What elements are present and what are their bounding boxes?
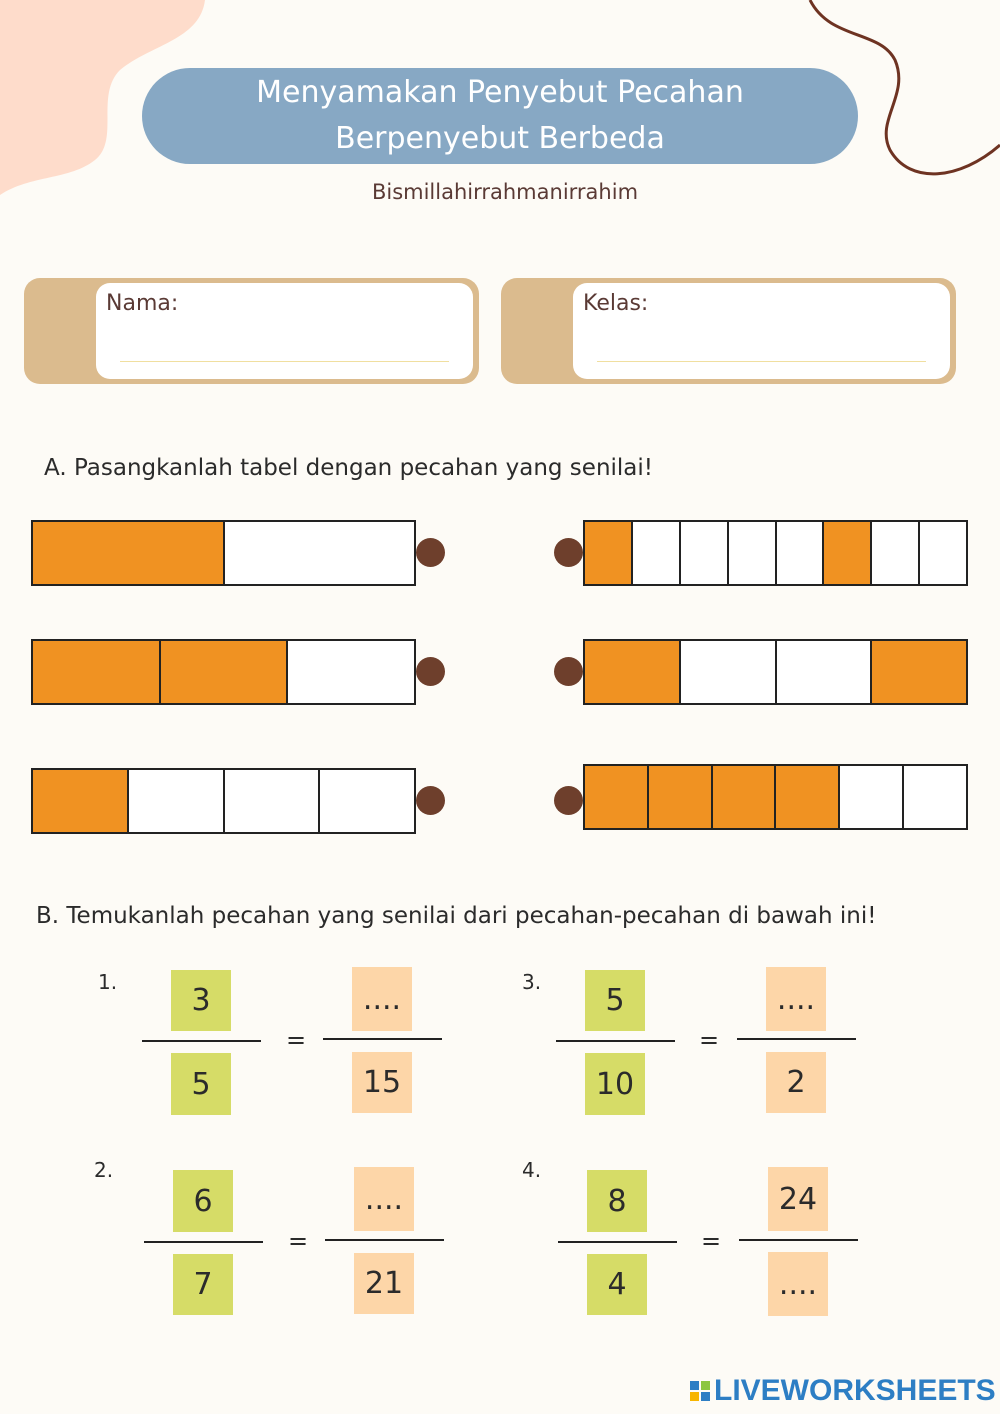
q2-answer-line (325, 1239, 444, 1241)
q2-numerator: 6 (173, 1170, 233, 1232)
class-line (597, 361, 926, 362)
left-connector-dot-2[interactable] (416, 657, 445, 686)
right-bar-1-cell-6-filled (824, 522, 872, 584)
question-2-number: 2. (94, 1158, 114, 1182)
q1-answer-numerator[interactable]: .... (352, 967, 412, 1031)
name-field[interactable] (96, 283, 473, 379)
left-bar-2-cell-3-empty (288, 641, 414, 703)
right-bar-1-cell-2-empty (633, 522, 681, 584)
right-connector-dot-3[interactable] (554, 786, 583, 815)
q4-denominator: 4 (587, 1254, 647, 1315)
q3-numerator: 5 (585, 970, 645, 1031)
q4-equals: = (701, 1227, 722, 1255)
right-bar-3-cell-5-empty (840, 766, 904, 828)
subtitle: Bismillahirrahmanirrahim (371, 180, 639, 204)
left-bar-1-cell-1-filled (33, 522, 225, 584)
right-bar-2-cell-3-empty (777, 641, 873, 703)
left-bar-3-cell-3-empty (225, 770, 321, 832)
right-bar-2-cell-2-empty (681, 641, 777, 703)
q1-denominator: 5 (171, 1053, 231, 1115)
question-4-number: 4. (522, 1158, 542, 1182)
name-line (120, 361, 449, 362)
right-bar-2-cell-4-filled (872, 641, 966, 703)
q1-answer-line (323, 1038, 442, 1040)
right-bar-1-cell-8-empty (920, 522, 966, 584)
q2-equals: = (288, 1227, 309, 1255)
q3-answer-numerator[interactable]: .... (766, 967, 826, 1031)
q3-fraction-line (556, 1040, 675, 1042)
q4-fraction-line (558, 1241, 677, 1243)
right-bar-3-cell-1-filled (585, 766, 649, 828)
q4-numerator: 8 (587, 1170, 647, 1232)
right-bar-3-cell-3-filled (713, 766, 777, 828)
left-bar-3-cell-4-empty (320, 770, 414, 832)
title-line-2: Berpenyebut Berbeda (335, 121, 665, 156)
left-bar-2 (31, 639, 416, 705)
right-bar-3-cell-2-filled (649, 766, 713, 828)
q3-answer-line (737, 1038, 856, 1040)
section-b-instruction: B. Temukanlah pecahan yang senilai dari pecahan-pecahan di bawah ini! (36, 903, 877, 929)
q2-answer-numerator[interactable]: .... (354, 1167, 414, 1231)
left-bar-1-cell-2-empty (225, 522, 415, 584)
q1-fraction-line (142, 1040, 261, 1042)
q3-equals: = (699, 1026, 720, 1054)
class-label: Kelas: (583, 291, 649, 316)
class-field[interactable] (573, 283, 950, 379)
name-card (24, 278, 479, 384)
right-bar-3 (583, 764, 968, 830)
left-connector-dot-1[interactable] (416, 538, 445, 567)
q2-fraction-line (144, 1241, 263, 1243)
left-connector-dot-3[interactable] (416, 786, 445, 815)
q1-numerator: 3 (171, 970, 231, 1031)
liveworksheets-brand: LIVEWORKSHEETS (714, 1374, 996, 1407)
right-bar-2-cell-1-filled (585, 641, 681, 703)
liveworksheets-logo-icon (690, 1381, 710, 1401)
right-bar-1-cell-5-empty (777, 522, 825, 584)
liveworksheets-logo (690, 1374, 996, 1408)
right-bar-1-cell-1-filled (585, 522, 633, 584)
q2-denominator: 7 (173, 1254, 233, 1315)
right-bar-1-cell-4-empty (729, 522, 777, 584)
q1-answer-denominator: 15 (352, 1052, 412, 1113)
section-a-instruction: A. Pasangkanlah tabel dengan pecahan yang senilai! (44, 455, 654, 481)
left-bar-1 (31, 520, 416, 586)
page-title (142, 68, 858, 164)
right-connector-dot-2[interactable] (554, 657, 583, 686)
right-bar-1 (583, 520, 968, 586)
left-bar-2-cell-2-filled (161, 641, 289, 703)
q3-answer-denominator: 2 (766, 1052, 826, 1113)
right-bar-3-cell-6-empty (904, 766, 966, 828)
q3-denominator: 10 (585, 1053, 645, 1115)
name-label: Nama: (106, 291, 179, 316)
left-bar-3-cell-1-filled (33, 770, 129, 832)
title-line-1: Menyamakan Penyebut Pecahan (256, 75, 744, 110)
q1-equals: = (286, 1026, 307, 1054)
q4-answer-line (739, 1239, 858, 1241)
q4-answer-numerator: 24 (768, 1167, 828, 1231)
left-bar-3-cell-2-empty (129, 770, 225, 832)
right-bar-1-cell-3-empty (681, 522, 729, 584)
right-bar-3-cell-4-filled (776, 766, 840, 828)
q4-answer-denominator[interactable]: .... (768, 1252, 828, 1316)
question-1-number: 1. (98, 970, 118, 994)
left-bar-2-cell-1-filled (33, 641, 161, 703)
left-bar-3 (31, 768, 416, 834)
right-bar-1-cell-7-empty (872, 522, 920, 584)
right-connector-dot-1[interactable] (554, 538, 583, 567)
class-card (501, 278, 956, 384)
right-bar-2 (583, 639, 968, 705)
question-3-number: 3. (522, 970, 542, 994)
q2-answer-denominator: 21 (354, 1253, 414, 1314)
